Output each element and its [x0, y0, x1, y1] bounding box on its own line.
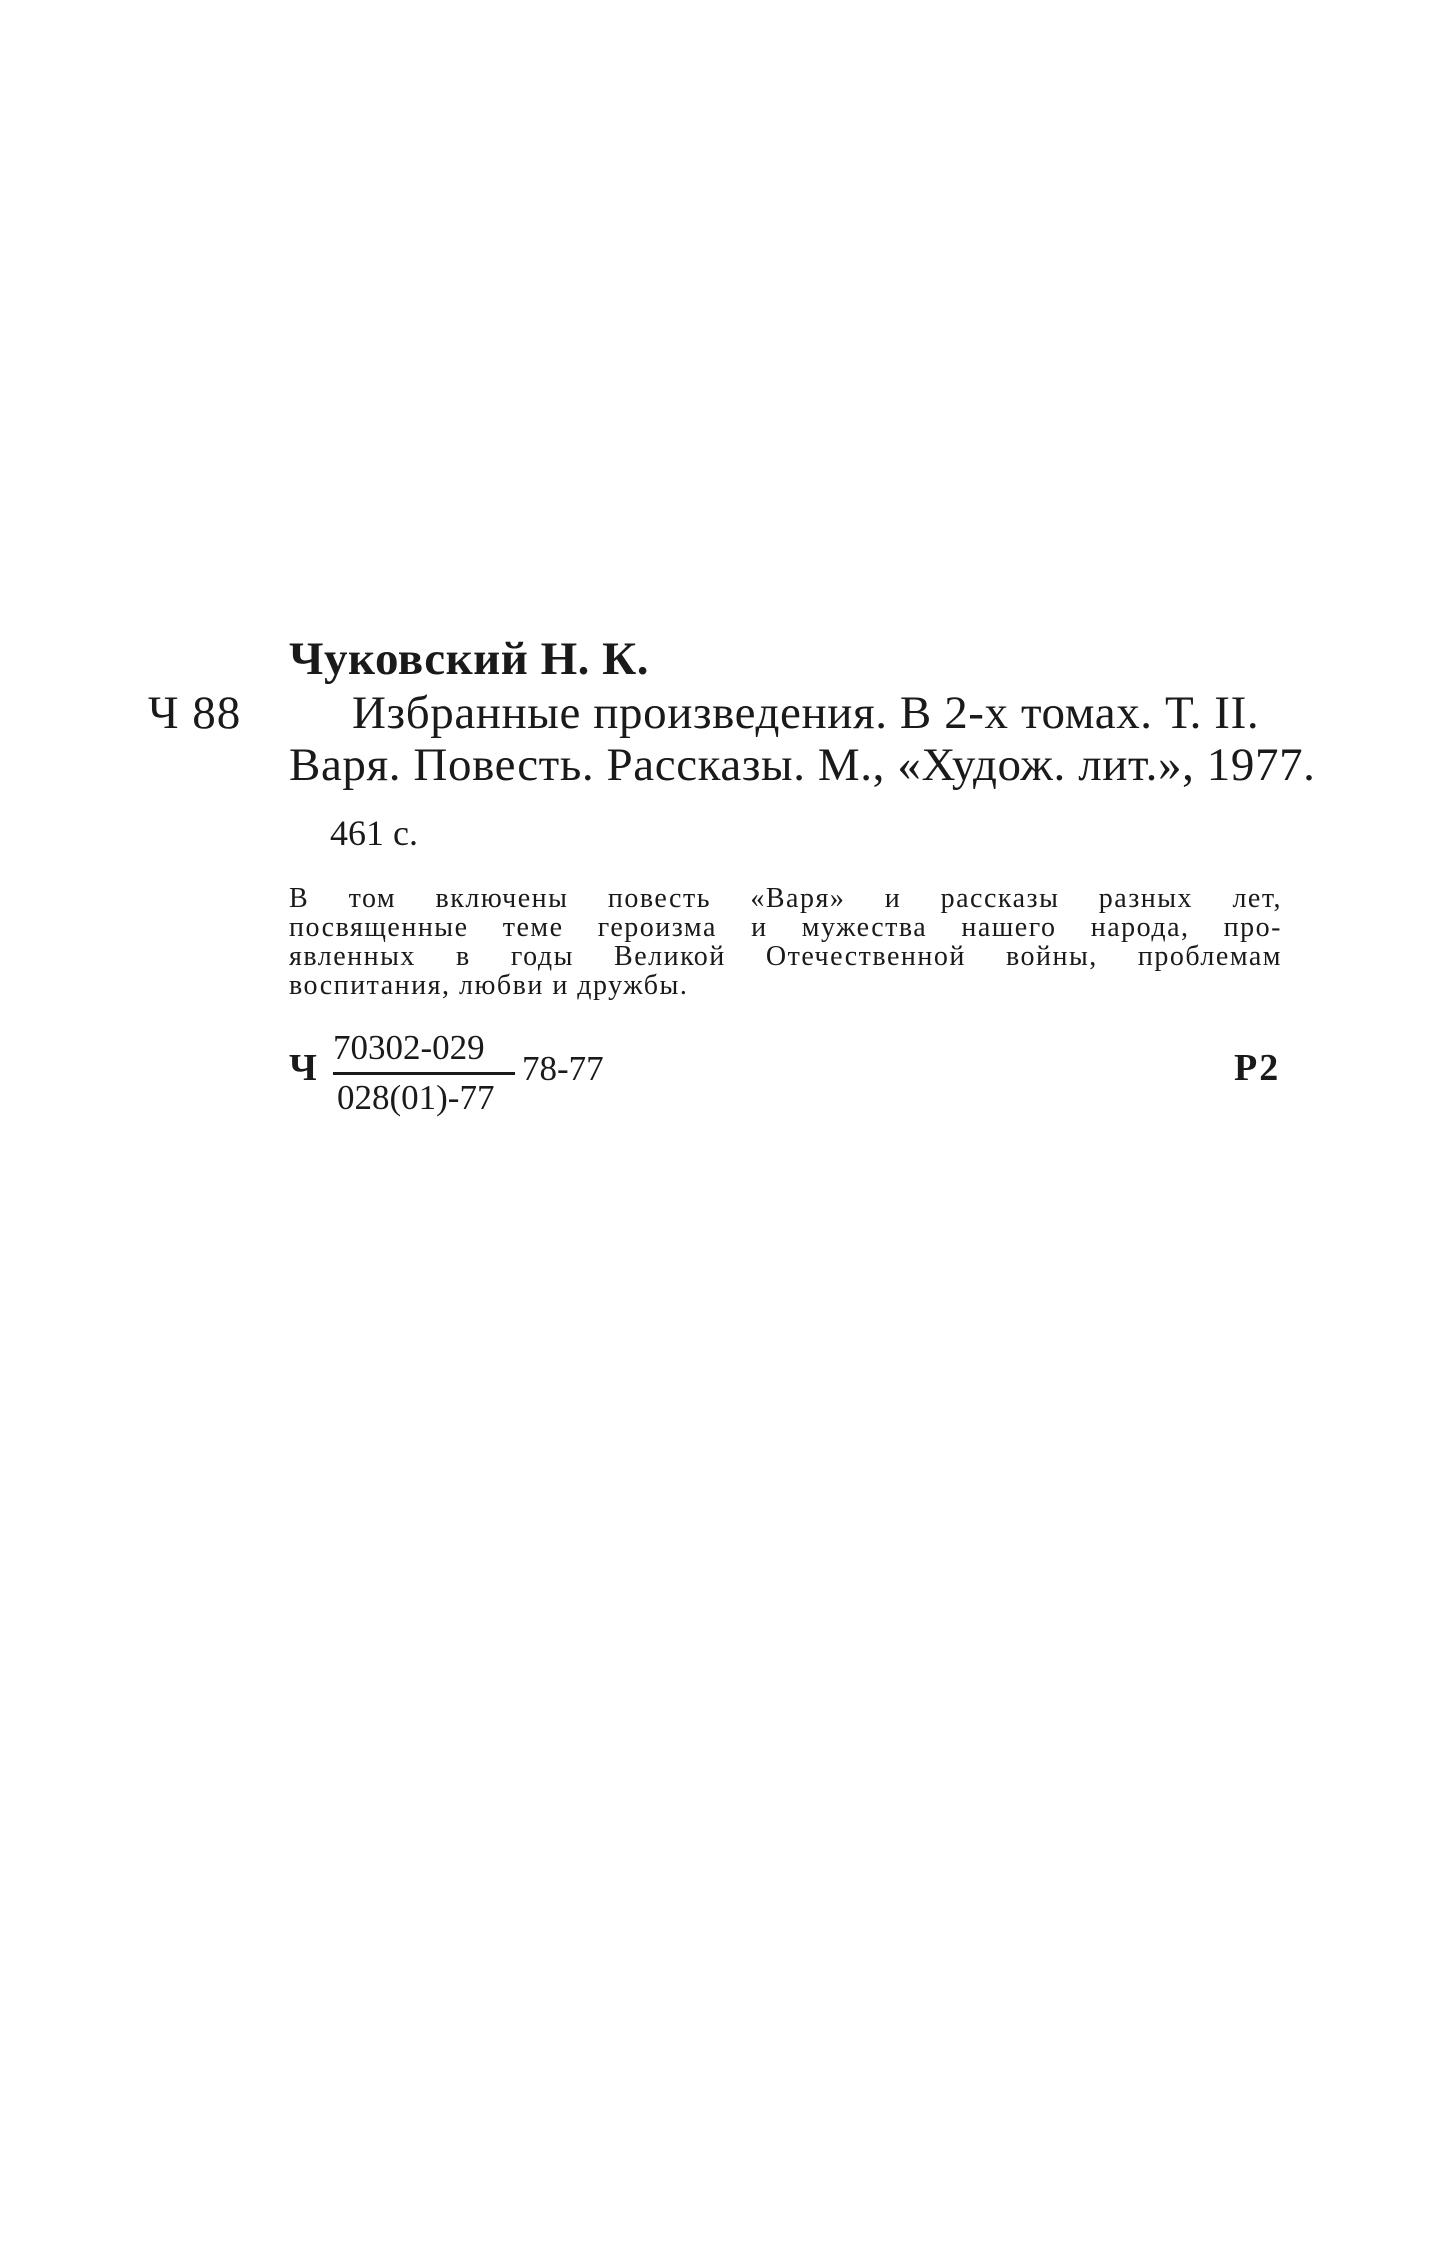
shelf-mark: Ч 88: [148, 687, 242, 739]
annotation: [289, 884, 1282, 1000]
classification-letter: Ч: [289, 1047, 317, 1089]
fraction-bar: [333, 1072, 515, 1075]
annotation-line: явленных в годы Великой Отечественной войны, проблемам: [289, 941, 1282, 972]
title-line-2: Варя. Повесть. Рассказы. М., «Худож. лит.», 1977.: [289, 739, 1316, 791]
title-line-1: Избранные произведения. В 2-х томах. Т. II.: [352, 687, 1260, 739]
annotation-line: воспитания, любви и дружбы.: [289, 970, 689, 1001]
author-name: Чуковский Н. К.: [289, 633, 649, 685]
page-count: 461 с.: [330, 813, 418, 853]
classification-suffix: 78-77: [522, 1049, 604, 1088]
annotation-line: посвященные теме героизма и мужества нашего народа, про-: [289, 912, 1282, 943]
annotation-line: В том включены повесть «Варя» и рассказы разных лет,: [289, 883, 1282, 914]
classification-index: Р2: [1234, 1047, 1281, 1089]
classification-denominator: 028(01)-77: [337, 1078, 495, 1117]
classification-numerator: 70302-029: [333, 1028, 485, 1067]
